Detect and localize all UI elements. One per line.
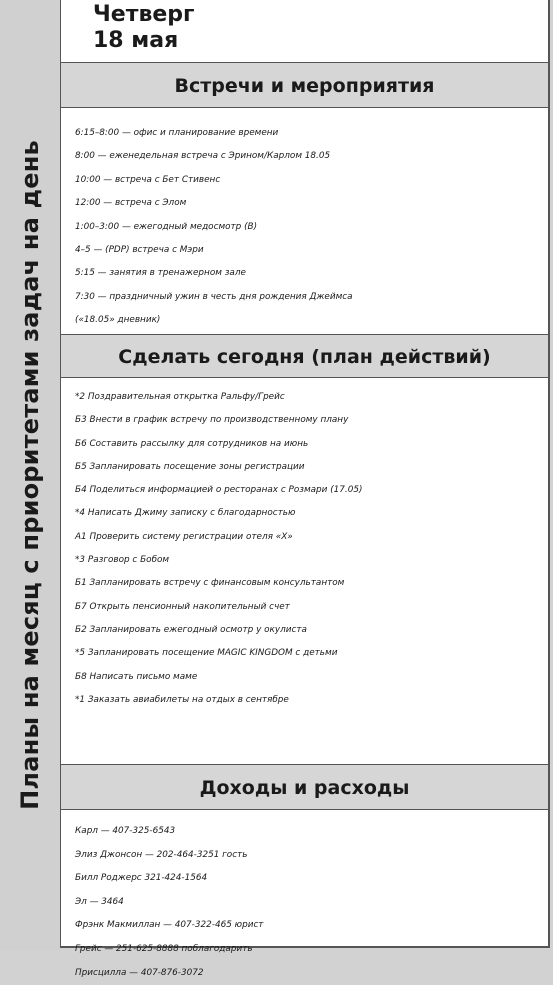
task-item: *5 Запланировать посещение MAGIC KINGDOM с детьми [75,648,338,659]
contact-item: Билл Роджерс 321-424-1564 [75,873,208,884]
meeting-item: 8:00 — еженедельная встреча с Эрином/Карлом 18.05 [75,151,331,162]
finance-header: Доходы и расходы [61,764,548,810]
today-header: Сделать сегодня (план действий) [61,334,548,378]
meetings-list [61,108,548,334]
task-item: *3 Разговор с Бобом [75,555,170,566]
task-item: Б2 Запланировать ежегодный осмотр у окулиста [75,624,307,635]
task-item: Б7 Открыть пенсионный накопительный счет [75,601,290,612]
task-item: Б8 Написать письмо маме [75,671,198,682]
date-header [61,0,548,62]
meeting-item: 7:30 — праздничный ужин в честь дня рождения Джеймса [75,291,353,302]
contact-item: Фрэнк Макмиллан — 407-322-465 юрист [75,920,264,931]
tasks-list [61,378,548,764]
planner-page [60,0,550,978]
sidebar-title: Планы на месяц с приоритетами задач на день [16,140,44,810]
task-item: *4 Написать Джиму записку с благодарностью [75,508,296,519]
sidebar [0,0,60,951]
task-item: Б4 Поделиться информацией о ресторанах с Розмари (17.05) [75,485,363,496]
task-item: *1 Заказать авиабилеты на отдых в сентябре [75,694,289,705]
contact-item: Присцилла — 407-876-3072 [75,967,204,978]
day: 18 мая [93,28,179,53]
contact-item: Карл — 407-325-6543 [75,826,176,836]
meeting-item: 10:00 — встреча с Бет Стивенс [75,174,221,185]
meeting-item: («18.05» дневник) [75,315,161,326]
weekday: Четверг [93,2,195,27]
meeting-item: 12:00 — встреча с Элом [75,198,187,209]
contact-item: Грейс — 251-625-8888 поблагодарить [75,943,253,954]
task-item: Б1 Запланировать встречу с финансовым консультантом [75,578,345,589]
meeting-item: 5:15 — занятия в тренажерном зале [75,268,246,279]
task-item: Б3 Внести в график встречу по производственному плану [75,415,349,426]
meeting-item: 1:00–3:00 — ежегодный медосмотр (В) [75,221,258,232]
task-item: Б6 Составить рассылку для сотрудников на июнь [75,438,309,449]
meeting-item: 4–5 — (PDP) встреча с Мэри [75,245,204,256]
meetings-header: Встречи и мероприятия [61,62,548,108]
task-item: А1 Проверить систему регистрации отеля «Х» [75,531,293,542]
finance-list [61,810,548,985]
task-item: Б5 Запланировать посещение зоны регистрации [75,461,305,472]
contact-item: Элиз Джонсон — 202-464-3251 гость [75,849,248,860]
contact-item: Эл — 3464 [75,896,124,907]
task-item: *2 Поздравительная открытка Ральфу/Грейс [75,392,285,402]
meeting-item: 6:15–8:00 — офис и планирование времени [75,128,279,138]
